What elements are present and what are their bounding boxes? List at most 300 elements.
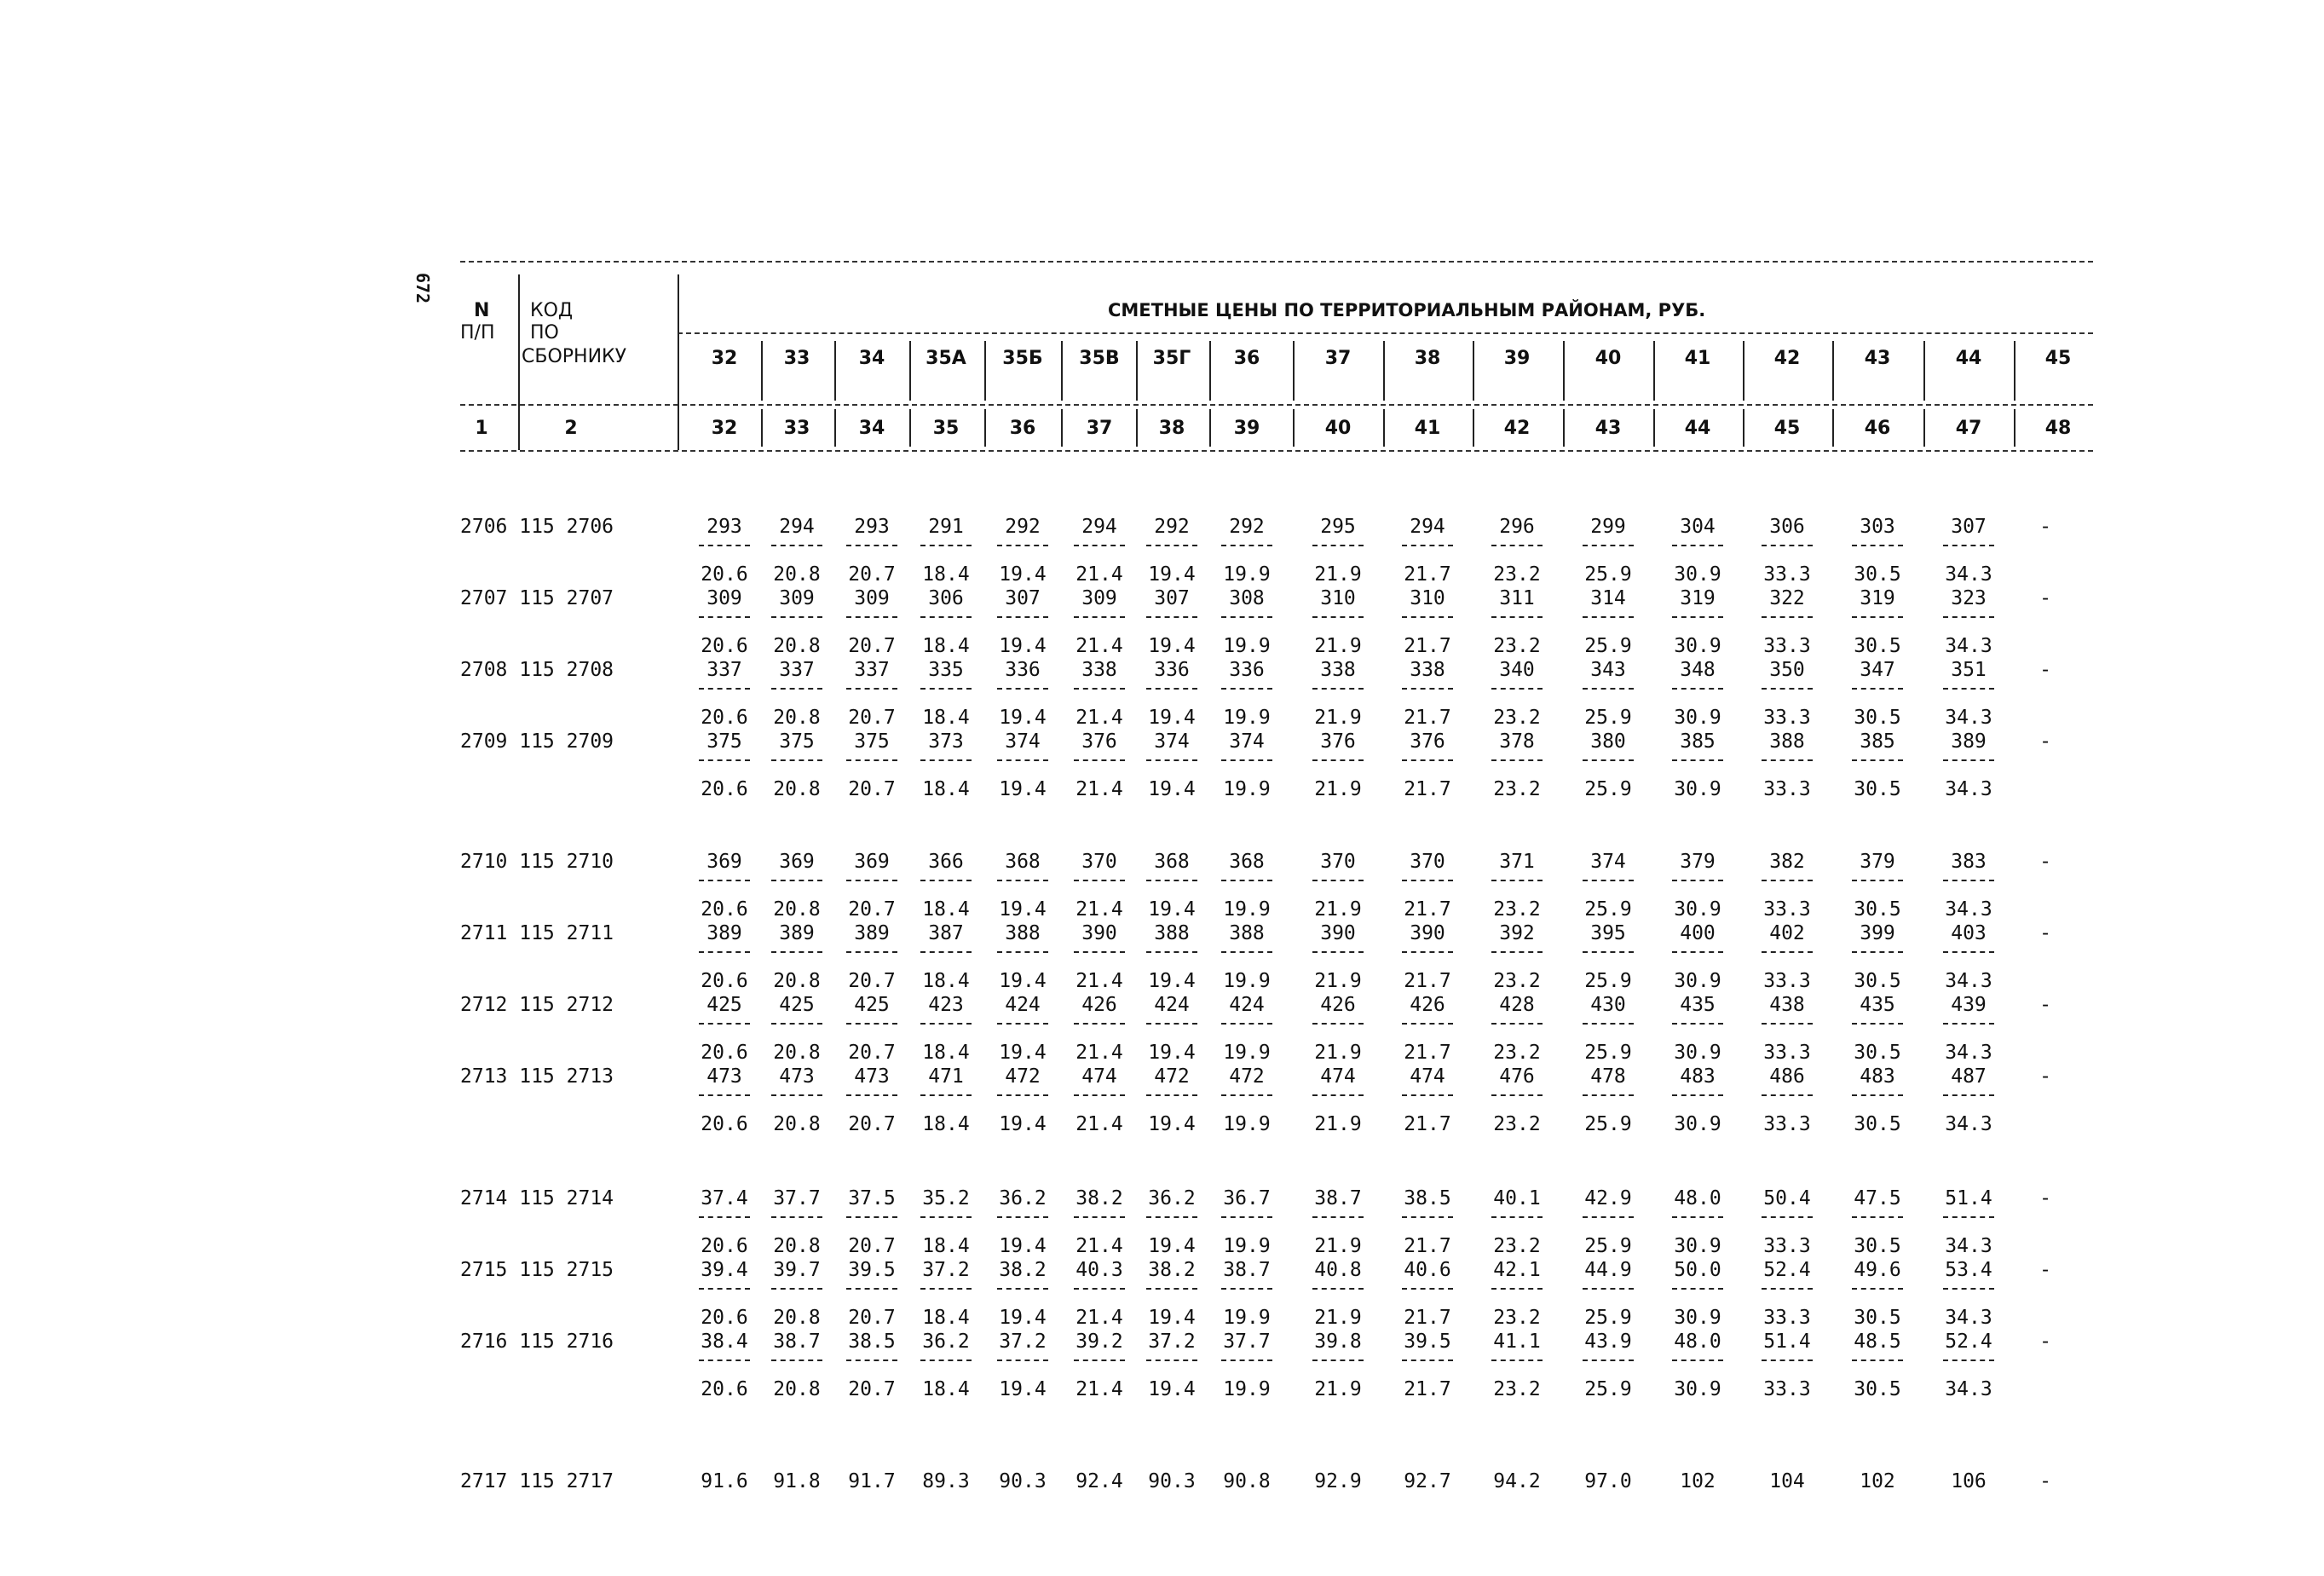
price-value: 343 (1590, 659, 1626, 681)
fraction-bar (1146, 1023, 1197, 1025)
fraction-bar (1312, 688, 1364, 690)
fraction-bar (699, 1094, 750, 1096)
price-value: 439 (1951, 994, 1987, 1016)
divisor-value: 25.9 (1584, 707, 1632, 729)
divisor-value: 30.5 (1854, 1042, 1901, 1064)
divisor-value: 30.5 (1854, 563, 1901, 586)
price-value: 392 (1499, 922, 1535, 944)
divisor-value: 34.3 (1945, 635, 1992, 657)
price-value: 336 (1005, 659, 1041, 681)
fraction-bar (1852, 880, 1903, 881)
price-value: 472 (1005, 1065, 1041, 1088)
fraction-bar (1146, 545, 1197, 546)
divisor-value: 19.4 (1148, 898, 1196, 921)
fraction-bar (1672, 545, 1723, 546)
fraction-bar (1762, 688, 1813, 690)
divisor-value: 25.9 (1584, 1307, 1632, 1329)
divisor-value: 21.7 (1404, 1113, 1451, 1135)
row-id: 2713 115 2713 (460, 1065, 614, 1088)
fraction-bar (846, 616, 897, 618)
price-value: 430 (1590, 994, 1626, 1016)
divisor-value: 20.7 (848, 1378, 896, 1400)
price-value: 36.7 (1223, 1187, 1271, 1209)
fraction-bar (1146, 1094, 1197, 1096)
fraction-bar (1852, 1094, 1903, 1096)
divisor-value: 21.9 (1314, 563, 1362, 586)
divisor-value: 30.5 (1854, 1378, 1901, 1400)
fraction-bar (771, 1360, 822, 1361)
fraction-bar (699, 759, 750, 761)
fraction-bar (1312, 616, 1364, 618)
divisor-value: 25.9 (1584, 778, 1632, 800)
divisor-value: 33.3 (1763, 898, 1811, 921)
price-value: 41.1 (1493, 1331, 1541, 1353)
price-value: 473 (854, 1065, 890, 1088)
fraction-bar (1943, 1216, 1994, 1218)
divisor-value: 19.9 (1223, 1378, 1271, 1400)
fraction-bar (846, 1288, 897, 1290)
price-value: 295 (1320, 516, 1356, 538)
fraction-bar (1221, 616, 1272, 618)
price-value: 472 (1154, 1065, 1190, 1088)
price-value: 374 (1154, 730, 1190, 753)
divisor-value: 20.6 (701, 707, 748, 729)
fraction-bar (1402, 759, 1453, 761)
divisor-value: 19.9 (1223, 707, 1271, 729)
price-value: 39.5 (848, 1259, 896, 1281)
divisor-value: 21.4 (1075, 1378, 1123, 1400)
fraction-bar (699, 545, 750, 546)
price-value: 307 (1951, 516, 1987, 538)
divisor-value: 19.9 (1223, 1042, 1271, 1064)
column-number: 38 (1158, 418, 1185, 439)
divisor-value: 30.9 (1674, 1307, 1721, 1329)
price-value: 37.2 (999, 1331, 1047, 1353)
price-value: 400 (1680, 922, 1716, 944)
price-value: 473 (779, 1065, 815, 1088)
divisor-value: 19.4 (999, 898, 1047, 921)
fraction-bar (920, 688, 972, 690)
price-value: 294 (1081, 516, 1117, 538)
fraction-bar (997, 616, 1048, 618)
fraction-bar (1583, 951, 1634, 953)
divisor-value: 30.5 (1854, 970, 1901, 992)
price-value: 39.2 (1075, 1331, 1123, 1353)
divisor-value: 21.4 (1075, 707, 1123, 729)
price-value: 38.5 (848, 1331, 896, 1353)
fraction-bar (1221, 1360, 1272, 1361)
price-value: 39.7 (773, 1259, 821, 1281)
header-code: КОД (530, 300, 574, 321)
price-value: 296 (1499, 516, 1535, 538)
divisor-value: 30.9 (1674, 707, 1721, 729)
divisor-value: 21.7 (1404, 563, 1451, 586)
price-value: 351 (1951, 659, 1987, 681)
header-vsep (1383, 409, 1385, 447)
price-value: 40.1 (1493, 1187, 1541, 1209)
fraction-bar (1074, 1288, 1125, 1290)
price-value: 389 (706, 922, 742, 944)
header-vsep (1653, 341, 1655, 401)
divisor-value: 34.3 (1945, 1235, 1992, 1257)
price-value: 483 (1860, 1065, 1895, 1088)
price-value: 311 (1499, 587, 1535, 609)
price-value: 51.4 (1763, 1331, 1811, 1353)
divisor-value: 23.2 (1493, 1113, 1541, 1135)
price-value: 37.5 (848, 1187, 896, 1209)
header-code-sbornik: СБОРНИКУ (522, 346, 627, 367)
fraction-bar (920, 616, 972, 618)
divisor-value: 21.4 (1075, 778, 1123, 800)
price-value: 424 (1154, 994, 1190, 1016)
region-column-head: 42 (1773, 348, 1801, 369)
divisor-value: 18.4 (922, 1378, 970, 1400)
price-value: 293 (706, 516, 742, 538)
header-vsep (1653, 409, 1655, 447)
divisor-value: 20.7 (848, 970, 896, 992)
fraction-bar (1762, 759, 1813, 761)
divisor-value: 30.9 (1674, 778, 1721, 800)
price-value: 370 (1410, 851, 1445, 873)
price-value: 376 (1320, 730, 1356, 753)
fraction-bar (1672, 1023, 1723, 1025)
price-value: 309 (854, 587, 890, 609)
divisor-value: 18.4 (922, 970, 970, 992)
divisor-value: 20.7 (848, 635, 896, 657)
row-id: 2717 115 2717 (460, 1470, 614, 1492)
fraction-bar (1074, 1216, 1125, 1218)
fraction-bar (1583, 1023, 1634, 1025)
fraction-bar (920, 1023, 972, 1025)
row-id: 2709 115 2709 (460, 730, 614, 753)
price-value: 48.0 (1674, 1331, 1721, 1353)
divisor-value: 20.6 (701, 1307, 748, 1329)
divisor-value: 20.8 (773, 1235, 821, 1257)
price-value: 314 (1590, 587, 1626, 609)
divisor-value: 20.6 (701, 1378, 748, 1400)
fraction-bar (1491, 951, 1543, 953)
fraction-bar (1221, 545, 1272, 546)
price-value: 89.3 (922, 1470, 970, 1492)
price-value: 294 (779, 516, 815, 538)
divisor-value: 19.9 (1223, 635, 1271, 657)
divisor-value: 19.4 (1148, 635, 1196, 657)
divisor-value: 18.4 (922, 1113, 970, 1135)
row-end-mark: - (2039, 659, 2051, 681)
fraction-bar (1074, 1360, 1125, 1361)
divisor-value: 30.5 (1854, 898, 1901, 921)
divisor-value: 19.9 (1223, 1307, 1271, 1329)
price-value: 291 (928, 516, 964, 538)
price-value: 309 (779, 587, 815, 609)
fraction-bar (771, 545, 822, 546)
price-value: 478 (1590, 1065, 1626, 1088)
divisor-value: 30.5 (1854, 778, 1901, 800)
divisor-value: 20.7 (848, 1042, 896, 1064)
row-end-mark: - (2039, 1065, 2051, 1088)
divisor-value: 19.4 (1148, 1113, 1196, 1135)
column-number: 39 (1233, 418, 1260, 439)
fraction-bar (1402, 1216, 1453, 1218)
fraction-bar (1221, 759, 1272, 761)
fraction-bar (1491, 616, 1543, 618)
divisor-value: 19.9 (1223, 1235, 1271, 1257)
page-number: 672 (412, 272, 433, 304)
column-number: 44 (1684, 418, 1711, 439)
price-value: 375 (779, 730, 815, 753)
fraction-bar (699, 880, 750, 881)
price-value: 382 (1769, 851, 1805, 873)
price-value: 388 (1154, 922, 1190, 944)
row-id: 2714 115 2714 (460, 1187, 614, 1209)
divisor-value: 23.2 (1493, 970, 1541, 992)
fraction-bar (1852, 688, 1903, 690)
divisor-value: 19.4 (999, 707, 1047, 729)
fraction-bar (1943, 759, 1994, 761)
fraction-bar (1583, 688, 1634, 690)
header-n: N (474, 300, 490, 321)
price-value: 308 (1229, 587, 1265, 609)
fraction-bar (1074, 1094, 1125, 1096)
fraction-bar (1312, 880, 1364, 881)
header-vsep (1563, 409, 1565, 447)
price-value: 39.4 (701, 1259, 748, 1281)
fraction-bar (997, 1094, 1048, 1096)
fraction-bar (1402, 1023, 1453, 1025)
row-id: 2716 115 2716 (460, 1331, 614, 1353)
fraction-bar (1491, 1216, 1543, 1218)
price-value: 369 (854, 851, 890, 873)
column-number: 47 (1955, 418, 1982, 439)
divisor-value: 21.7 (1404, 635, 1451, 657)
row-id: 2710 115 2710 (460, 851, 614, 873)
divisor-value: 20.8 (773, 778, 821, 800)
region-column-head: 35В (1079, 348, 1120, 369)
price-value: 423 (928, 994, 964, 1016)
fraction-bar (1672, 1288, 1723, 1290)
fraction-bar (846, 951, 897, 953)
fraction-bar (771, 1216, 822, 1218)
fraction-bar (920, 951, 972, 953)
fraction-bar (771, 1023, 822, 1025)
fraction-bar (846, 1094, 897, 1096)
price-value: 368 (1229, 851, 1265, 873)
fraction-bar (1852, 1288, 1903, 1290)
column-number: 46 (1864, 418, 1891, 439)
fraction-bar (920, 1216, 972, 1218)
fraction-bar (1402, 688, 1453, 690)
price-value: 309 (1081, 587, 1117, 609)
divisor-value: 23.2 (1493, 898, 1541, 921)
divisor-value: 30.9 (1674, 1113, 1721, 1135)
price-value: 389 (1951, 730, 1987, 753)
price-value: 379 (1860, 851, 1895, 873)
divisor-value: 23.2 (1493, 1378, 1541, 1400)
divisor-value: 21.4 (1075, 635, 1123, 657)
price-value: 91.7 (848, 1470, 896, 1492)
price-value: 380 (1590, 730, 1626, 753)
fraction-bar (1221, 1288, 1272, 1290)
region-column-head: 33 (783, 348, 810, 369)
header-vsep (1743, 409, 1744, 447)
divisor-value: 30.9 (1674, 970, 1721, 992)
divisor-value: 30.5 (1854, 1307, 1901, 1329)
price-value: 94.2 (1493, 1470, 1541, 1492)
region-column-head: 34 (858, 348, 885, 369)
fraction-bar (920, 1288, 972, 1290)
fraction-bar (1762, 1216, 1813, 1218)
price-value: 483 (1680, 1065, 1716, 1088)
header-code-po: ПО (530, 322, 559, 343)
region-column-head: 45 (2044, 348, 2072, 369)
divisor-value: 18.4 (922, 898, 970, 921)
header-vsep (1209, 409, 1211, 447)
price-value: 389 (779, 922, 815, 944)
fraction-bar (1074, 1023, 1125, 1025)
divisor-value: 23.2 (1493, 707, 1541, 729)
fraction-bar (1221, 1094, 1272, 1096)
price-value: 35.2 (922, 1187, 970, 1209)
divisor-value: 23.2 (1493, 635, 1541, 657)
fraction-bar (1762, 1288, 1813, 1290)
price-value: 425 (854, 994, 890, 1016)
fraction-bar (920, 1094, 972, 1096)
header-vsep (1923, 341, 1925, 401)
divisor-value: 21.4 (1075, 1042, 1123, 1064)
header-vsep (1061, 409, 1063, 447)
fraction-bar (1491, 688, 1543, 690)
divisor-value: 20.7 (848, 563, 896, 586)
row-end-mark: - (2039, 994, 2051, 1016)
divisor-value: 21.7 (1404, 1378, 1451, 1400)
price-value: 338 (1081, 659, 1117, 681)
divisor-value: 30.5 (1854, 635, 1901, 657)
divisor-value: 30.9 (1674, 1378, 1721, 1400)
price-value: 337 (779, 659, 815, 681)
header-vsep (2014, 341, 2015, 401)
fraction-bar (1312, 1094, 1364, 1096)
fraction-bar (997, 688, 1048, 690)
divisor-value: 19.4 (1148, 970, 1196, 992)
price-value: 350 (1769, 659, 1805, 681)
price-value: 53.4 (1945, 1259, 1992, 1281)
header-vsep (909, 341, 911, 401)
fraction-bar (1762, 880, 1813, 881)
header-sub-rule (460, 404, 2093, 406)
price-value: 91.8 (773, 1470, 821, 1492)
fraction-bar (920, 1360, 972, 1361)
price-value: 390 (1320, 922, 1356, 944)
divisor-value: 23.2 (1493, 778, 1541, 800)
fraction-bar (997, 1023, 1048, 1025)
price-value: 425 (779, 994, 815, 1016)
divisor-value: 23.2 (1493, 1042, 1541, 1064)
region-column-head: 41 (1684, 348, 1711, 369)
row-id: 2715 115 2715 (460, 1259, 614, 1281)
fraction-bar (1672, 759, 1723, 761)
region-column-head: 32 (711, 348, 738, 369)
divisor-value: 20.6 (701, 635, 748, 657)
fraction-bar (771, 1288, 822, 1290)
divisor-value: 20.7 (848, 898, 896, 921)
fraction-bar (1312, 1023, 1364, 1025)
divisor-value: 33.3 (1763, 970, 1811, 992)
divisor-value: 20.8 (773, 1378, 821, 1400)
price-value: 38.7 (1314, 1187, 1362, 1209)
region-column-head: 36 (1233, 348, 1260, 369)
divisor-value: 34.3 (1945, 1378, 1992, 1400)
price-value: 474 (1081, 1065, 1117, 1088)
fraction-bar (1762, 545, 1813, 546)
divisor-value: 20.6 (701, 970, 748, 992)
divisor-value: 20.7 (848, 1235, 896, 1257)
fraction-bar (846, 1216, 897, 1218)
fraction-bar (1852, 951, 1903, 953)
divisor-value: 23.2 (1493, 563, 1541, 586)
fraction-bar (1074, 688, 1125, 690)
price-value: 374 (1005, 730, 1041, 753)
divisor-value: 18.4 (922, 1042, 970, 1064)
row-end-mark: - (2039, 1331, 2051, 1353)
row-id: 2711 115 2711 (460, 922, 614, 944)
fraction-bar (1672, 1094, 1723, 1096)
divisor-value: 20.6 (701, 778, 748, 800)
price-value: 50.4 (1763, 1187, 1811, 1209)
fraction-bar (699, 951, 750, 953)
divisor-value: 19.4 (999, 778, 1047, 800)
price-value: 368 (1005, 851, 1041, 873)
price-value: 376 (1410, 730, 1445, 753)
price-value: 92.9 (1314, 1470, 1362, 1492)
price-value: 309 (706, 587, 742, 609)
price-value: 42.9 (1584, 1187, 1632, 1209)
price-value: 435 (1680, 994, 1716, 1016)
price-value: 40.3 (1075, 1259, 1123, 1281)
price-value: 97.0 (1584, 1470, 1632, 1492)
header-vsep (984, 341, 986, 401)
column-number: 43 (1595, 418, 1622, 439)
divisor-value: 18.4 (922, 778, 970, 800)
header-vsep (1473, 341, 1474, 401)
column-number: 45 (1773, 418, 1801, 439)
price-value: 337 (706, 659, 742, 681)
divisor-value: 21.7 (1404, 1235, 1451, 1257)
price-value: 336 (1229, 659, 1265, 681)
fraction-bar (1762, 951, 1813, 953)
fraction-bar (1491, 880, 1543, 881)
row-end-mark: - (2039, 730, 2051, 753)
row-id: 2712 115 2712 (460, 994, 614, 1016)
fraction-bar (1402, 1094, 1453, 1096)
price-value: 102 (1860, 1470, 1895, 1492)
price-value: 306 (928, 587, 964, 609)
price-value: 383 (1951, 851, 1987, 873)
price-value: 338 (1410, 659, 1445, 681)
price-value: 319 (1680, 587, 1716, 609)
fraction-bar (1583, 545, 1634, 546)
price-value: 388 (1005, 922, 1041, 944)
price-value: 340 (1499, 659, 1535, 681)
fraction-bar (997, 1360, 1048, 1361)
row-end-mark: - (2039, 1259, 2051, 1281)
fraction-bar (1221, 1023, 1272, 1025)
header-vsep (1923, 409, 1925, 447)
fraction-bar (920, 759, 972, 761)
region-column-head: 43 (1864, 348, 1891, 369)
fraction-bar (997, 545, 1048, 546)
fraction-bar (997, 759, 1048, 761)
price-value: 307 (1005, 587, 1041, 609)
